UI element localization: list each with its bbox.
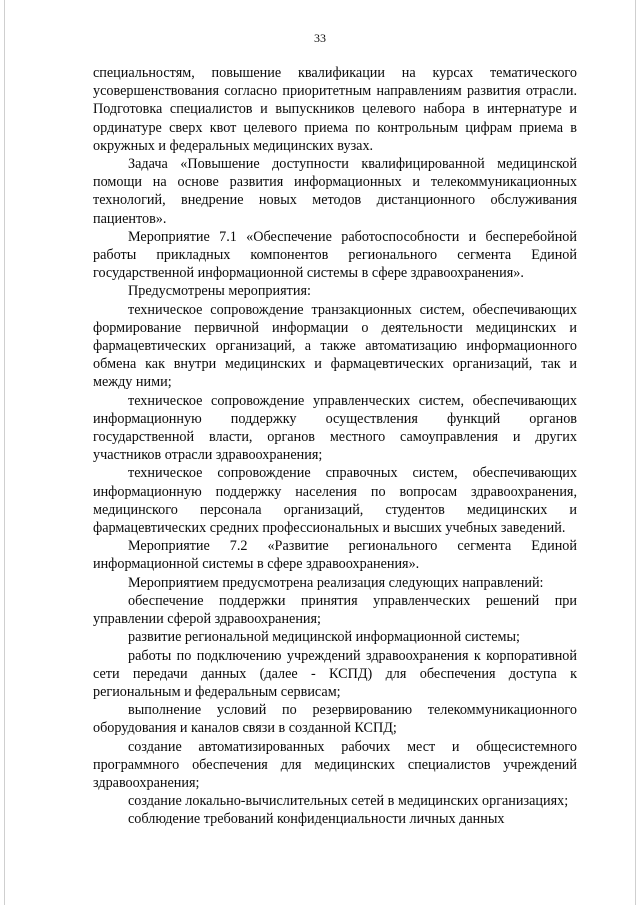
paragraph-11: развитие региональной медицинской информационной системы; [128,629,520,646]
paragraph-4: Предусмотрены мероприятия: [128,283,311,300]
body-text [93,64,577,829]
paragraph-1: специальностям, повышение квалификации на курсах тематического усовершенствования согласно приоритетным направлениям развития отрасли. Подготовка специалистов и выпускников целевого набора в интернатуре и ординатуре сверх квот целевого приема по контрольным цифрам приема в окружных и федеральных медицинских вузах. [93,65,577,154]
page-edge-right [635,0,636,905]
paragraph-2: Задача «Повышение доступности квалифицированной медицинской помощи на основе развития информационных и телекоммуникационных технологий, внедрение новых методов дистанционного обслуживания пациентов». [93,156,577,227]
paragraph-10: обеспечение поддержки принятия управленческих решений при управлении сферой здравоохранения; [93,592,577,628]
paragraph-9: Мероприятием предусмотрена реализация следующих направлений: [128,574,544,591]
paragraph-12: работы по подключению учреждений здравоохранения к корпоративной сети передачи данных (далее - КСПД) для обеспечения доступа к региональным и федеральным сервисам; [93,647,577,700]
page-number: 33 [314,31,326,45]
paragraph-5: техническое сопровождение транзакционных систем, обеспечивающих формирование первичной информации о деятельности медицинских и фармацевтических организаций, а также автоматизацию информационного обмена как внутри медицинских и фармацевтических организаций, так и между ними; [93,301,577,391]
paragraph-7: техническое сопровождение справочных систем, обеспечивающих информационную поддержку населения по вопросам здравоохранения, медицинского персонала организаций, студентов медицинских и фармацевтических средних профессиональных и высших учебных заведений. [93,465,577,537]
page-edge-left [4,0,5,905]
paragraph-15: создание локально-вычислительных сетей в медицинских организациях; [128,793,569,810]
paragraph-3: Мероприятие 7.1 «Обеспечение работоспособности и бесперебойной работы прикладных компонентов регионального сегмента Единой государственной информационной системы в сфере здравоохранения». [93,228,577,282]
paragraph-14: создание автоматизированных рабочих мест и общесистемного программного обеспечения для медицинских специалистов учреждений здравоохранения; [93,738,577,791]
paragraph-6: техническое сопровождение управленческих систем, обеспечивающих информационную поддержку осуществления функций органов государственной власти, органов местного самоуправления и других участников отрасли здравоохранения; [93,392,577,464]
paragraph-8: Мероприятие 7.2 «Развитие регионального сегмента Единой информационной системы в сфере здравоохранения». [93,538,577,573]
paragraph-16: соблюдение требований конфиденциальности личных данных [128,811,505,828]
paragraph-13: выполнение условий по резервированию телекоммуникационного оборудования и каналов связи в созданной КСПД; [93,702,577,737]
